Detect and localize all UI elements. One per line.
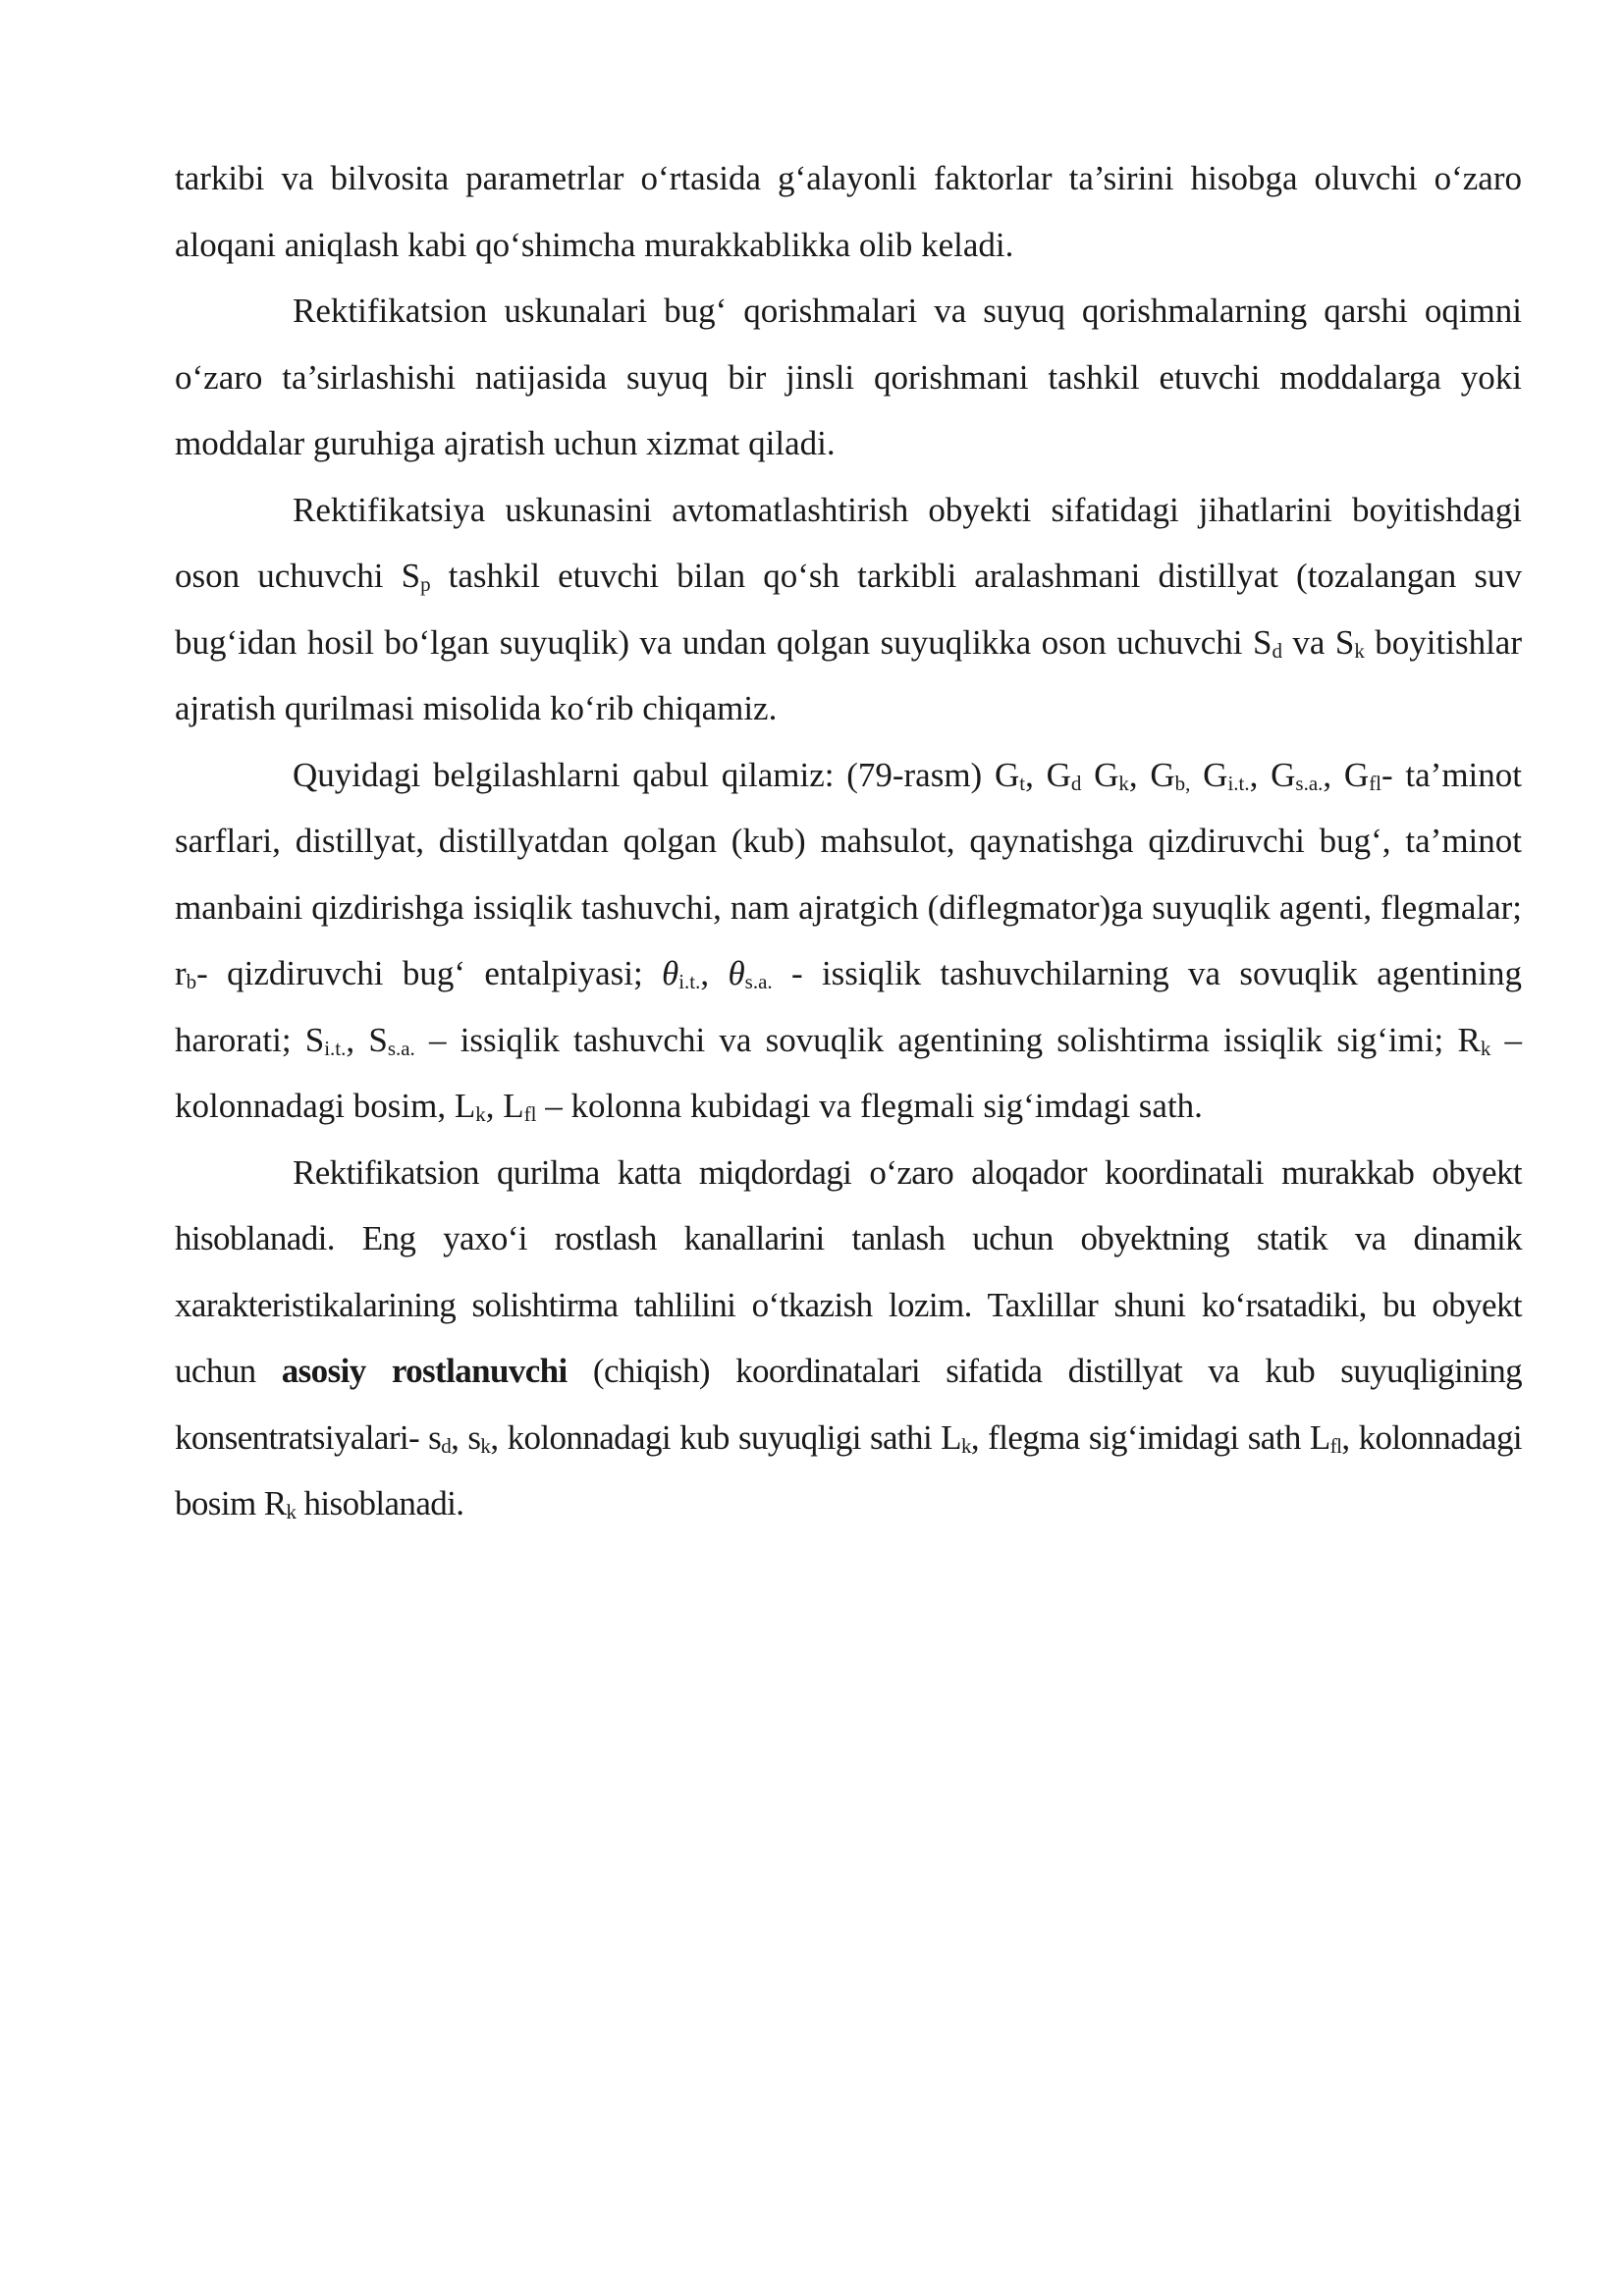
paragraph-5 [175, 1140, 1522, 1537]
subscript-text: k [1118, 771, 1129, 795]
paragraph-4 [175, 742, 1522, 1140]
text-run: , S [346, 1020, 388, 1059]
subscript-text: k [1354, 638, 1365, 663]
text-run: tashkil etuvchi bilan qo‘sh tarkibli aralashmani distillyat (tozalangan suv bug‘idan hosil bo‘lgan suyuqlik) va undan qolgan suyuqlikka oson uchuvchi S [175, 557, 1522, 662]
text-run: (chiqish) koordinatalari sifatida distillyat va kub suyuqligining konsentratsiyalari- s [175, 1352, 1523, 1457]
text-run: Quyidagi belgilashlarni qabul qilamiz: (79-rasm) G [293, 755, 1020, 794]
text-run: - qizdiruvchi bug‘ entalpiyasi; [196, 954, 662, 992]
paragraph-1 [175, 145, 1522, 278]
text-run: tarkibi va bilvosita parametrlar o‘rtasida g‘alayonli faktorlar ta’sirini hisobga oluvchi o‘zaro aloqani aniqlash kabi qo‘shimcha murakkablikka olib keladi. [175, 159, 1522, 264]
text-run: – issiqlik tashuvchi va sovuqlik agentining solishtirma issiqlik sig‘imi; R [414, 1020, 1481, 1059]
text-run: , G [1323, 755, 1370, 794]
paragraph-3 [175, 477, 1522, 742]
text-run: Rektifikatsiya uskunasini avtomatlashtirish obyekti sifatidagi jihatlarini boyitishdagi oson uchuvchi S [175, 490, 1522, 595]
subscript-text: d [441, 1433, 452, 1458]
subscript-text: fl [1329, 1433, 1342, 1458]
text-run: va S [1281, 622, 1355, 662]
text-run: , kolonnadagi bosim R [175, 1417, 1522, 1522]
text-run: – kolonnadagi bosim, L [175, 1020, 1523, 1125]
paragraph-2 [175, 278, 1522, 477]
text-run: , [700, 954, 729, 992]
text-run: G [1190, 755, 1228, 794]
text-run: – kolonna kubidagi va flegmali sig‘imdagi sath. [536, 1087, 1203, 1125]
subscript-text: k [1480, 1036, 1491, 1060]
subscript-text: b [186, 970, 197, 993]
subscript-text: k [960, 1433, 971, 1458]
text-run: , G [1249, 755, 1296, 794]
subscript-text: d [1070, 771, 1082, 795]
subscript-text: b, [1174, 771, 1191, 795]
italic-symbol: θ [662, 954, 679, 992]
italic-symbol: θ [728, 954, 745, 992]
subscript-text: t [1019, 771, 1026, 795]
text-run: , G [1025, 755, 1071, 794]
text-run: , kolonnadagi kub suyuqligi sathi L [490, 1417, 961, 1457]
text-run: Rektifikatsion qurilma katta miqdordagi o‘zaro aloqador koordinatali murakkab obyekt hisoblanadi. Eng yaxo‘i rostlash kanallarini tanlash uchun obyektning statik va dinamik xarakteristikalarining solishtirma tahlilini o‘tkazish lozim. Taxlillar shuni ko‘rsatadiki, bu obyekt uchun [175, 1152, 1522, 1390]
subscript-text: i.t. [678, 970, 701, 993]
subscript-text: fl [1369, 771, 1382, 795]
text-run: , G [1128, 755, 1175, 794]
document-page [175, 145, 1522, 1537]
text-run: hisoblanadi. [296, 1484, 464, 1522]
text-run: G [1081, 755, 1119, 794]
text-run: , flegma sig‘imidagi sath L [970, 1417, 1330, 1457]
text-run: boyitishlar ajratish qurilmasi misolida ko‘rib chiqamiz. [175, 622, 1523, 727]
subscript-text: k [286, 1500, 297, 1523]
subscript-text: d [1272, 638, 1282, 663]
text-run: - issiqlik tashuvchilarning va sovuqlik agentining harorati; S [175, 954, 1522, 1059]
subscript-text: p [420, 572, 431, 596]
subscript-text: i.t. [1227, 771, 1250, 795]
bold-text: asosiy rostlanuvchi [281, 1352, 568, 1390]
subscript-text: k [475, 1102, 486, 1126]
subscript-text: s.a. [744, 970, 773, 993]
subscript-text: k [480, 1433, 491, 1458]
subscript-text: i.t. [324, 1036, 347, 1060]
subscript-text: s.a. [387, 1036, 415, 1060]
text-run: - ta’minot sarflari, distillyat, distillyatdan qolgan (kub) mahsulot, qaynatishga qizdiruvchi bug‘, ta’minot manbaini qizdirishga issiqlik tashuvchi, nam ajratgich (diflegmator)ga suyuqlik agenti, flegmalar; r [175, 755, 1523, 992]
subscript-text: s.a. [1295, 771, 1324, 795]
text-run: Rektifikatsion uskunalari bug‘ qorishmalari va suyuq qorishmalarning qarshi oqimni o‘zaro ta’sirlashishi natijasida suyuq bir jinsli qorishmani tashkil etuvchi moddalarga yoki moddalar guruhiga ajratish uchun xizmat qiladi. [175, 292, 1522, 462]
text-run: , s [451, 1417, 481, 1457]
subscript-text: fl [523, 1102, 537, 1126]
text-run: , L [485, 1087, 524, 1125]
